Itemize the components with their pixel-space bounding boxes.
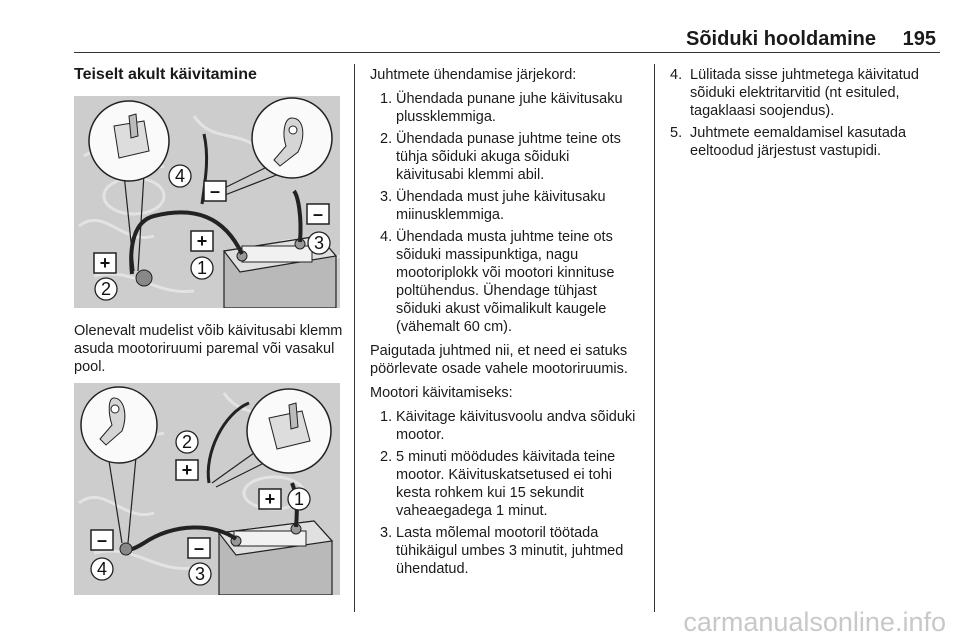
continued-steps-list — [670, 66, 940, 160]
battery-shape-2 — [219, 521, 332, 595]
connect-steps-list — [370, 90, 638, 336]
list-item: 3. Ühendada must juhe käivitusaku miinusklemmiga. — [380, 189, 606, 223]
callout-2: 2 — [100, 279, 112, 299]
list-item: 4. Ühendada musta juhtme teine ots sõiduki massipunktiga, nagu mootoriplokk või mootori kinnituse poltühendus. Ühendage tühjast sõiduki akust võimalikult kaugele (vähemalt 60 cm). — [380, 229, 615, 335]
plus-label-c: + — [181, 460, 193, 480]
column-divider-2 — [654, 64, 655, 612]
instructions-column-2 — [370, 66, 638, 584]
watermark: carmanualsonline.info — [683, 607, 946, 637]
list-item: 4. Lülitada sisse juhtmetega käivitatud sõiduki elektritarvitid (nt esituled, tagaklaasi soojendus). — [670, 67, 919, 119]
list-item: 5. Juhtmete eemaldamisel kasutada eeltoodud järjestust vastupidi. — [670, 125, 907, 159]
jump-start-illustration-1 — [74, 96, 340, 308]
callout-3-b: 3 — [194, 564, 206, 584]
callout-4-b: 4 — [96, 559, 108, 579]
jump-start-figure-1 — [74, 96, 340, 308]
minus-label-d: – — [193, 538, 205, 558]
column-divider-1 — [354, 64, 355, 612]
section-title: Teiselt akult käivitamine — [74, 66, 257, 83]
callout-1: 1 — [196, 258, 208, 278]
list-item: 2. 5 minuti möödudes käivitada teine mootor. Käivituskatsetused ei tohi kesta rohkem kui 15 sekundit vaheaegadega 1 minut. — [380, 449, 616, 519]
start-steps-list — [370, 408, 638, 578]
minus-label-b: – — [312, 204, 324, 224]
figure-caption: Olenevalt mudelist võib käivitusabi klemm asuda mootoriruumi paremal või vasakul pool. — [74, 323, 343, 375]
jump-start-illustration-2 — [74, 383, 340, 595]
plus-label-d: + — [264, 489, 276, 509]
callout-3: 3 — [313, 233, 325, 253]
minus-label-c: – — [96, 530, 108, 550]
plus-label-a: + — [196, 231, 208, 251]
instructions-column-3 — [670, 66, 940, 166]
start-intro: Mootori käivitamiseks: — [370, 385, 513, 401]
list-item: 3. Lasta mõlemal mootoril töötada tühikäigul umbes 3 minutit, juhtmed ühendatud. — [380, 525, 624, 577]
callout-1-b: 1 — [293, 489, 305, 509]
chapter-title: Sõiduki hooldamine — [685, 28, 876, 50]
list-item: 1. Ühendada punane juhe käivitusaku plussklemmiga. — [380, 91, 623, 125]
page-header — [74, 28, 940, 53]
page-number: 195 — [902, 28, 936, 50]
list-item: 2. Ühendada punase juhtme teine ots tühja sõiduki akuga sõiduki käivitusabi klemmi abil. — [380, 131, 621, 183]
connect-intro: Juhtmete ühendamise järjekord: — [370, 67, 577, 83]
list-item: 1. Käivitage käivitusvoolu andva sõiduki mootor. — [380, 409, 636, 443]
callout-2-b: 2 — [181, 432, 193, 452]
callout-4: 4 — [174, 166, 186, 186]
plus-label-b: + — [99, 253, 111, 273]
minus-label-a: – — [209, 181, 221, 201]
jump-start-figure-2 — [74, 383, 340, 595]
routing-note: Paigutada juhtmed nii, et need ei satuks pöörlevate osade vahele mootoriruumis. — [370, 343, 628, 377]
